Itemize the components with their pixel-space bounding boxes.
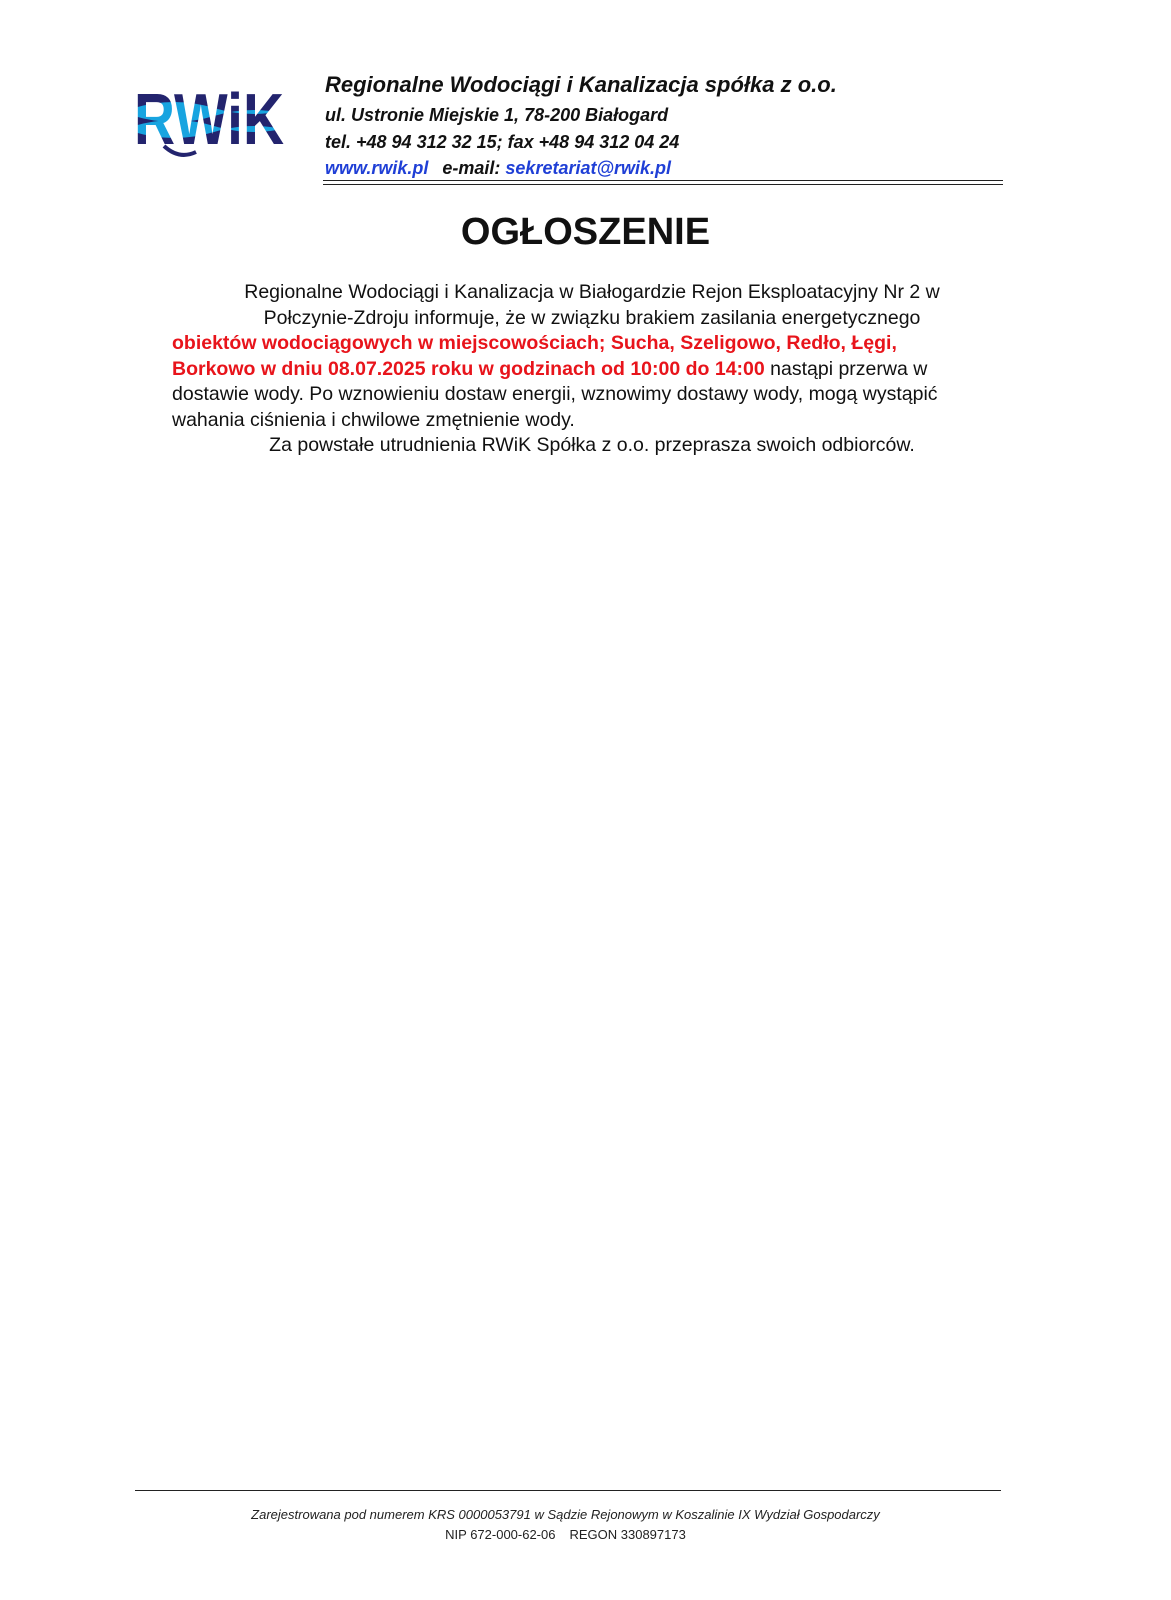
body-line-4 <box>172 357 1012 383</box>
announcement-body <box>172 280 1012 459</box>
company-contact-line <box>325 155 1005 182</box>
header-divider-2 <box>323 184 1003 185</box>
footer-registration: Zarejestrowana pod numerem KRS 0000053791 w Sądzie Rejonowym w Koszalinie IX Wydział Gospodarczy <box>251 1507 880 1522</box>
footer-nip: NIP 672-000-62-06 <box>445 1527 556 1542</box>
rwik-logo <box>134 86 294 158</box>
footer <box>0 1505 1131 1545</box>
body-line-6: wahania ciśnienia i chwilowe zmętnienie wody. <box>172 408 575 431</box>
email-link[interactable]: sekretariat@rwik.pl <box>505 158 672 178</box>
body-apology-line: Za powstałe utrudnienia RWiK Spółka z o.o. przeprasza swoich odbiorców. <box>269 434 915 456</box>
company-address: ul. Ustronie Miejskie 1, 78-200 Białogard <box>325 105 669 125</box>
footer-tax-ids <box>0 1525 1131 1545</box>
body-line-2: Połczynie-Zdroju informuje, że w związku brakiem zasilania energetycznego <box>263 306 921 329</box>
footer-divider <box>135 1490 1001 1491</box>
body-highlight-line-2: Borkowo w dniu 08.07.2025 roku w godzinach od 10:00 do 14:00 <box>172 357 765 380</box>
body-line-1: Regionalne Wodociągi i Kanalizacja w Białogardzie Rejon Eksploatacyjny Nr 2 w <box>244 281 940 303</box>
company-phone-fax: tel. +48 94 312 32 15; fax +48 94 312 04 24 <box>325 131 680 152</box>
letterhead <box>325 68 1005 182</box>
email-label: e-mail: <box>442 158 501 178</box>
footer-regon: REGON 330897173 <box>569 1527 686 1542</box>
body-line-4-rest: nastąpi przerwa w <box>764 357 928 380</box>
website-link[interactable]: www.rwik.pl <box>325 158 429 178</box>
announcement-title: OGŁOSZENIE <box>460 211 711 253</box>
body-line-5: dostawie wody. Po wznowieniu dostaw energii, wznowimy dostawy wody, mogą wystąpić <box>172 383 938 405</box>
header-divider-1 <box>323 180 1003 181</box>
body-highlight-line-1: obiektów wodociągowych w miejscowościach; Sucha, Szeligowo, Redło, Łęgi, <box>172 332 897 354</box>
company-name: Regionalne Wodociągi i Kanalizacja spółka z o.o. <box>325 72 837 97</box>
